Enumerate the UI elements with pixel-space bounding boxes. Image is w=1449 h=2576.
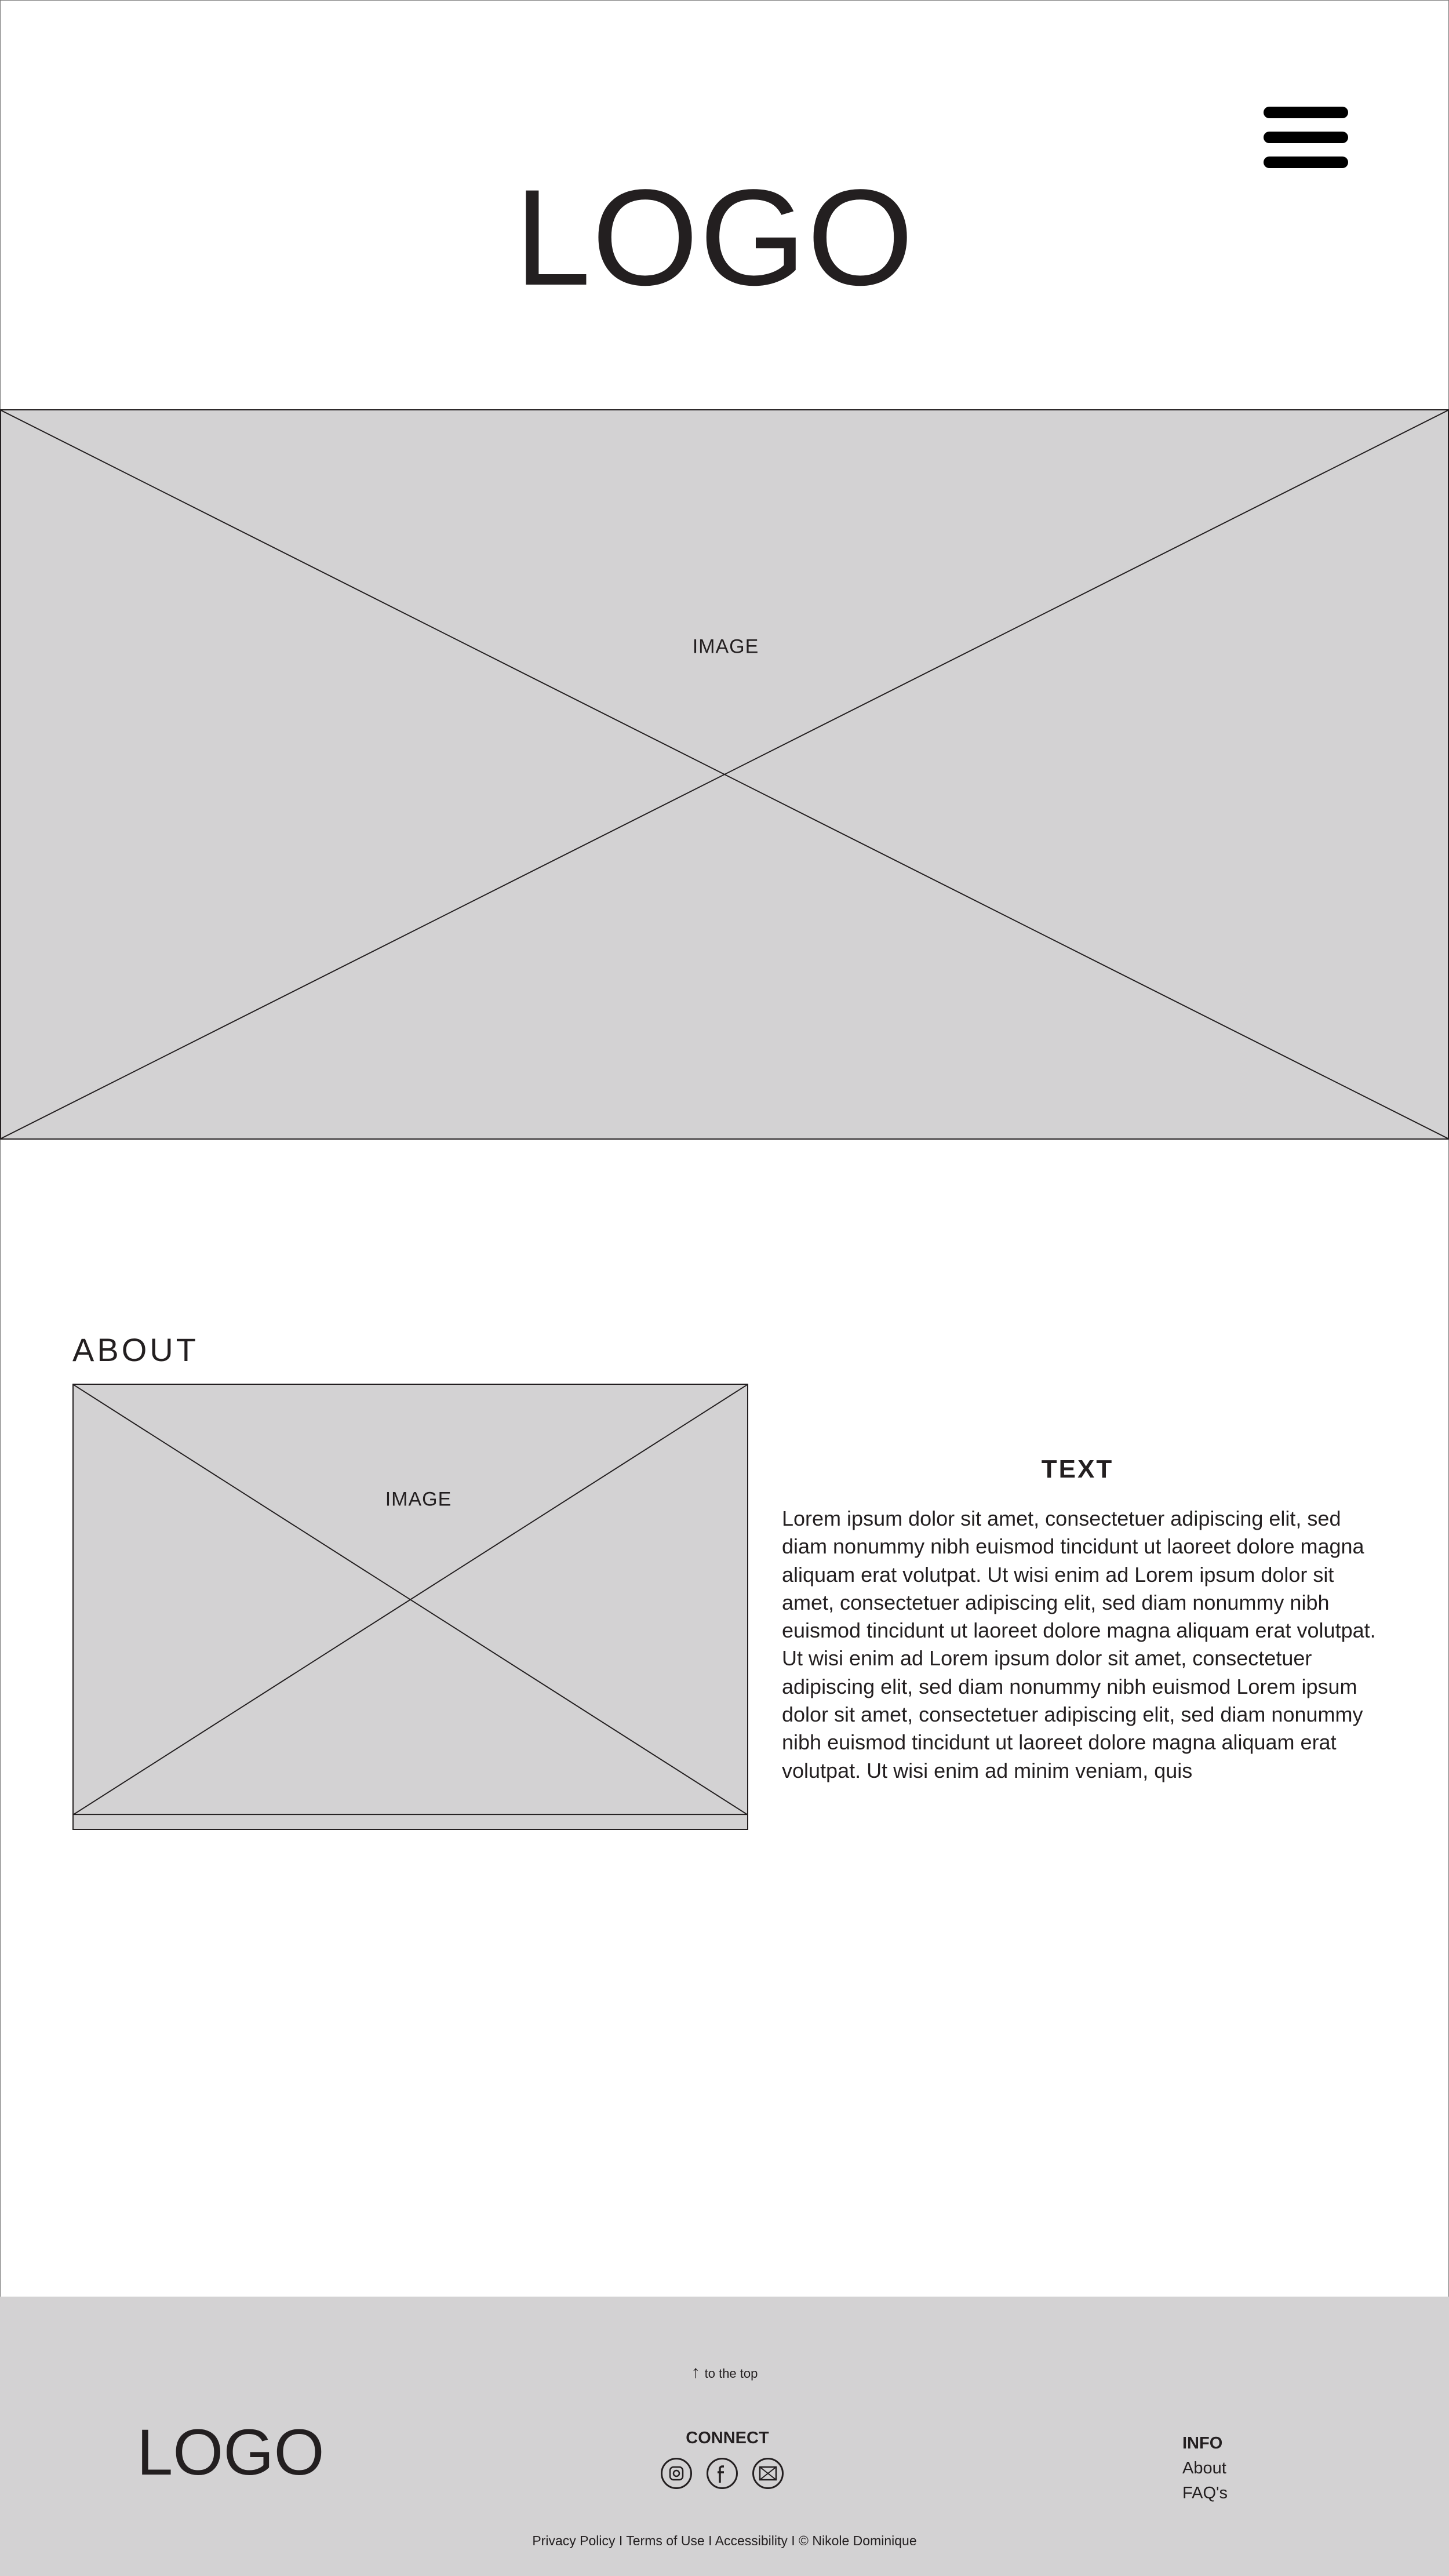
image-label: IMAGE — [385, 1488, 452, 1511]
footer-logo[interactable]: LOGO — [137, 2416, 325, 2488]
social-links — [661, 2458, 784, 2489]
hamburger-icon-bar — [1264, 107, 1348, 118]
about-heading: ABOUT — [72, 1331, 199, 1368]
hero-image — [0, 409, 1449, 1140]
hamburger-icon-bar — [1264, 132, 1348, 143]
info-heading: INFO — [1182, 2434, 1223, 2453]
arrow-up-icon: ↑ — [691, 2363, 700, 2382]
about-image — [72, 1384, 748, 1830]
mail-icon[interactable] — [752, 2458, 784, 2489]
menu-button[interactable] — [1264, 107, 1348, 168]
back-to-top-link[interactable] — [0, 2363, 1449, 2382]
info-column — [1182, 2431, 1228, 2506]
text-heading: TEXT — [1041, 1455, 1114, 1483]
legal-links[interactable]: Privacy Policy I Terms of Use I Accessibility I © Nikole Dominique — [532, 2533, 917, 2548]
connect-heading: CONNECT — [686, 2429, 769, 2447]
image-label: IMAGE — [692, 635, 759, 658]
image-placeholder-cross — [74, 1385, 747, 1829]
about-paragraph: Lorem ipsum dolor sit amet, consectetuer adipiscing elit, sed diam nonummy nibh euismod tincidunt ut laoreet dolore magna aliquam erat volutpat. Ut wisi enim ad Lorem ipsum dolor sit amet, consectetuer adipiscing elit, sed diam nonummy nibh euismod tincidunt ut laoreet dolore magna aliquam erat volutpat. Ut wisi enim ad Lorem ipsum dolor sit amet, consectetuer adipiscing elit, sed diam nonummy nibh euismod Lorem ipsum dolor sit amet, consectetuer adipiscing elit, sed diam nonummy nibh euismod tincidunt ut laoreet dolore magna aliquam erat volutpat. Ut wisi enim ad minim veniam, quis — [782, 1507, 1376, 1782]
footer-link-about[interactable]: About — [1182, 2459, 1226, 2477]
instagram-icon[interactable] — [661, 2458, 692, 2489]
back-to-top-label: to the top — [704, 2366, 758, 2381]
site-logo[interactable]: LOGO — [515, 161, 915, 314]
hamburger-icon-bar — [1264, 157, 1348, 168]
image-placeholder-cross — [1, 410, 1448, 1138]
facebook-icon[interactable] — [707, 2458, 738, 2489]
footer-link-faqs[interactable]: FAQ's — [1182, 2484, 1228, 2502]
